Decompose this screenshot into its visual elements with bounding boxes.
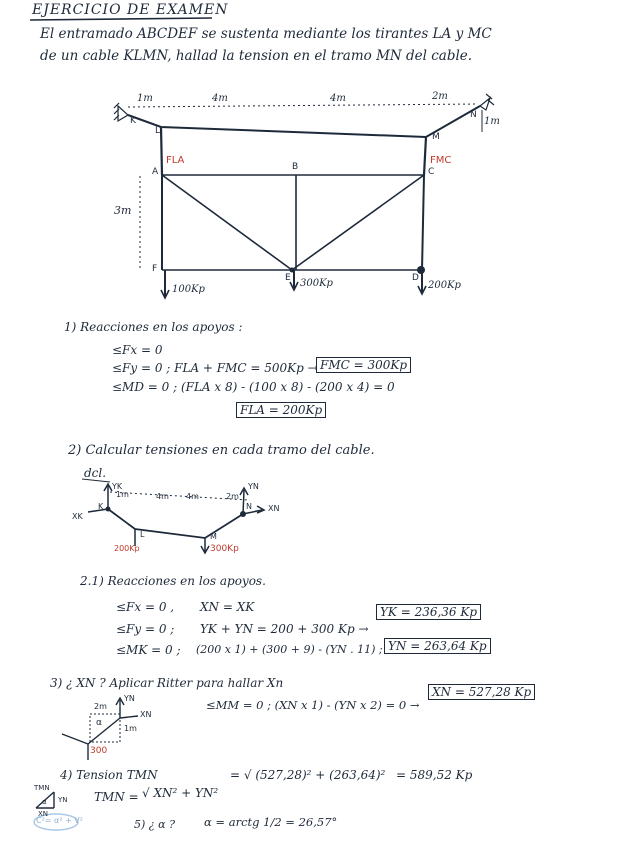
tmn-sketch-note: C²= α² + V² [36,816,83,825]
step21-eq3b: (200 x 1) + (300 + 9) - (YN . 11) ; [196,643,383,656]
node-label-k: K [130,116,136,126]
fbd-label-n: N [246,502,252,511]
dim-top-2: 4m [212,93,228,104]
member-cd [422,175,424,270]
ritter-dim-1m: 1m [124,724,137,733]
dim-left: 3m [114,204,132,217]
step4-eq-rhs: = √ (527,28)² + (263,64)² [230,768,386,782]
dim-right: 1m [484,116,500,127]
step3-eq-result: XN = 527,28 Kp [428,684,535,700]
ritter-cable [62,718,120,744]
step21-eq2b: YK + YN = 200 + 300 Kp → [200,622,369,636]
fbd-label-yk: YK [112,482,123,491]
fbd-dim-1: 1m [116,490,129,499]
fbd-cable [108,509,243,538]
step1-eq1: ≤Fx = 0 [112,343,163,357]
node-e [290,268,295,273]
ritter-dim-2m: 2m [94,702,107,711]
tmn-sketch-label: TMN [34,784,50,792]
node-label-f: F [152,264,158,274]
node-label-a: A [152,167,159,177]
fbd-label-xn: XN [268,504,280,513]
cable-klmn [128,106,480,137]
step21-eq3: ≤MK = 0 ; [116,643,181,657]
fbd-label-xk: XK [72,512,83,521]
ritter-load: 300 [90,746,108,756]
node-label-l: L [155,126,161,136]
ritter-xn [120,716,138,718]
fbd-dim-3: 4m [186,492,199,501]
node-label-m: M [432,132,440,142]
load-label-200: 200Kp [428,280,461,291]
page-title: EJERCICIO DE EXAMEN [32,2,229,18]
fbd-label-k: K [98,502,104,511]
force-label-fmc: FMC [430,155,452,166]
hanger-la [161,127,162,175]
fbd-label-l: L [140,530,145,539]
node-label-n: N [470,110,477,120]
step2-heading: 2) Calcular tensiones en cada tramo del cable. [68,443,375,458]
fbd-label-yn: YN [248,482,259,491]
step21-eq2: ≤Fy = 0 ; [116,622,175,636]
support-n [480,94,494,110]
ritter-alpha: α [96,718,102,728]
statement-line-2: de un cable KLMN, hallad la tension en el tramo MN del cable. [40,48,473,64]
step1-eq3: ≤MD = 0 ; (FLA x 8) - (100 x 8) - (200 x 4) = 0 [112,380,395,394]
node-label-d: D [412,273,419,283]
fbd-dim-2: 4m [156,492,169,501]
dimension-line [128,104,478,107]
tmn-sketch-yn: YN [58,796,68,804]
tmn-sketch-alpha: α [42,798,47,806]
dcl-label: dcl. [84,466,107,480]
load-label-300: 300Kp [300,278,333,289]
statement-line-1: El entramado ABCDEF se sustenta mediante los tirantes LA y MC [40,26,492,42]
step4-heading: 4) Tension TMN [60,768,158,782]
step4-eq-sqrt: √ XN² + YN² [142,786,219,800]
step4-eq-lhs: TMN = [94,790,139,804]
ritter-label-xn: XN [140,710,152,719]
fbd-xn-head [257,506,264,513]
dim-top-4: 2m [432,91,448,102]
support-k [114,103,128,121]
node-label-c: C [428,167,435,177]
ritter-label-yn: YN [124,694,135,703]
load-label-100: 100Kp [172,284,205,295]
node-label-b: B [292,162,299,172]
tmn-sketch-xn: XN [38,810,49,818]
title-underline [30,18,212,20]
fbd-load-200: 200Kp [114,544,140,553]
member-ae [162,175,292,270]
step21-eq3-result: YN = 263,64 Kp [384,638,491,654]
step5-eq: α = arctg 1/2 = 26,57° [204,815,338,829]
step4-eq-result: = 589,52 Kp [396,768,473,782]
step21-heading: 2.1) Reacciones en los apoyos. [80,574,266,588]
member-ce [292,175,424,270]
hanger-mc [424,137,426,175]
step21-eq1: ≤Fx = 0 , [116,600,175,614]
step1-eq2-result: FMC = 300Kp [316,357,411,373]
dim-top-1: 1m [137,93,153,104]
fbd-load-300: 300Kp [210,544,239,554]
node-label-e: E [285,273,291,283]
step21-eq1b: XN = XK [200,600,255,614]
force-label-fla: FLA [166,155,185,166]
step5-heading: 5) ¿ α ? [134,818,176,831]
step1-heading: 1) Reacciones en los apoyos : [64,320,243,334]
step1-eq3-result: FLA = 200Kp [236,402,326,418]
fbd-dim-4: 2m [226,492,239,501]
step3-heading: 3) ¿ XN ? Aplicar Ritter para hallar Xn [50,676,284,690]
step3-eq: ≤MM = 0 ; (XN x 1) - (YN x 2) = 0 → [206,698,420,712]
fbd-yn-arrow [243,490,244,514]
fbd-label-m: M [210,532,217,541]
ritter-box [90,714,120,742]
step21-eq2-result: YK = 236,36 Kp [376,604,481,620]
step1-eq2: ≤Fy = 0 ; FLA + FMC = 500Kp → [112,361,318,375]
dim-top-3: 4m [330,93,346,104]
